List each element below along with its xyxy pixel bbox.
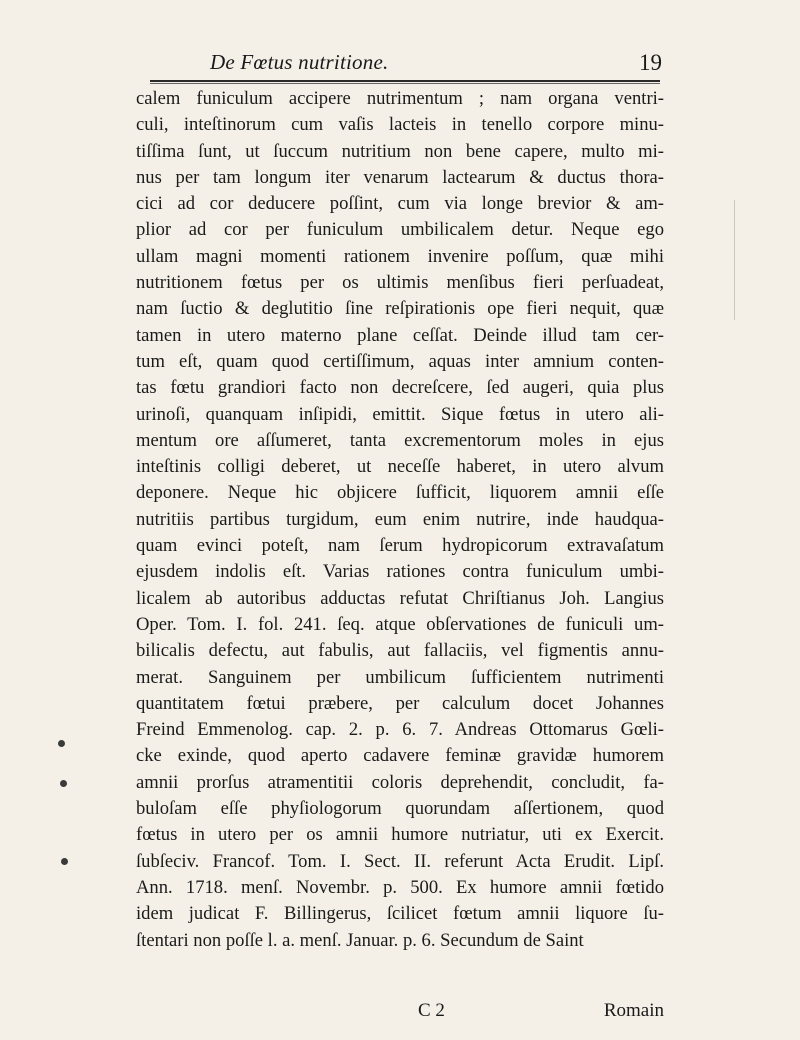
page-footer xyxy=(136,1000,664,1030)
header-rule xyxy=(150,80,660,84)
ink-spot xyxy=(60,780,67,787)
text-line: ſtentari non poſſe l. a. menſ. Januar. p. 6. Secundum de Saint xyxy=(136,929,584,951)
catchword: Romain xyxy=(603,1000,664,1021)
text-line: inteſtinis colligi deberet, ut neceſſe haberet, in utero alvum xyxy=(136,456,664,478)
text-line: ejusdem indolis eſt. Varias rationes contra funiculum umbi- xyxy=(136,561,664,583)
text-line: Freind Emmenolog. cap. 2. p. 6. 7. Andreas Ottomarus Gœli- xyxy=(136,719,664,741)
text-line: licalem ab autoribus adductas refutat Chriſtianus Joh. Langius xyxy=(136,587,664,609)
text-line: tas fœtu grandiori facto non decreſcere, ſed augeri, quia plus xyxy=(136,377,664,399)
text-line: cke exinde, quod aperto cadavere feminæ gravidæ humorem xyxy=(136,745,664,767)
text-line: tamen in utero materno plane ceſſat. Deinde illud tam cer- xyxy=(136,324,664,346)
text-line: tum eſt, quam quod certiſſimum, aquas inter amnium conten- xyxy=(136,350,664,372)
text-line: bilicalis defectu, aut fabulis, aut fallaciis, vel figmentis annu- xyxy=(136,640,664,662)
text-line: quantitatem fœtui præbere, per calculum docet Johannes xyxy=(136,692,664,714)
text-line: deponere. Neque hic objicere ſufficit, liquorem amnii eſſe xyxy=(136,482,664,504)
text-line: buloſam eſſe phyſiologorum quorundam aſſertionem, quod xyxy=(136,798,664,820)
text-line: amnii prorſus atramentitii coloris deprehendit, concludit, fa- xyxy=(136,771,664,793)
text-line: mentum ore aſſumeret, tanta excrementorum moles in ejus xyxy=(136,429,664,451)
text-line: Oper. Tom. I. fol. 241. ſeq. atque obſervationes de funiculi um- xyxy=(136,613,664,635)
signature-mark: C 2 xyxy=(418,1000,445,1021)
body-text xyxy=(136,86,664,954)
text-line: fœtus in utero per os amnii humore nutriatur, uti ex Exercit. xyxy=(136,824,664,846)
page-fold-shadow xyxy=(734,200,735,320)
text-line: ullam magni momenti rationem invenire poſſum, quæ mihi xyxy=(136,245,664,267)
text-line: idem judicat F. Billingerus, ſcilicet fœtum amnii liquore ſu- xyxy=(136,903,664,925)
text-line: culi, inteſtinorum cum vaſis lacteis in tenello corpore minu- xyxy=(136,114,664,136)
text-line: quam evinci poteſt, nam ſerum hydropicorum extravaſatum xyxy=(136,535,664,557)
text-line: plior ad cor per funiculum umbilicalem detur. Neque ego xyxy=(136,219,664,241)
text-line: tiſſima ſunt, ut ſuccum nutritium non bene capere, multo mi- xyxy=(136,140,664,162)
ink-spot xyxy=(61,858,68,865)
text-line: nam ſuctio & deglutitio ſine reſpirationis ope fieri nequit, quæ xyxy=(136,298,664,320)
text-line: ſubſeciv. Francof. Tom. I. Sect. II. referunt Acta Erudit. Lipſ. xyxy=(136,850,664,872)
text-line: nutritiis partibus turgidum, eum enim nutrire, inde haudqua- xyxy=(136,508,664,530)
text-line: merat. Sanguinem per umbilicum ſufficientem nutrimenti xyxy=(136,666,664,688)
text-line: urinoſi, quanquam inſipidi, emittit. Sique fœtus in utero ali- xyxy=(136,403,664,425)
text-line: nus per tam longum iter venarum lactearum & ductus thora- xyxy=(136,166,664,188)
text-line: cici ad cor deducere poſſint, cum via longe brevior & am- xyxy=(136,193,664,215)
page-number: 19 xyxy=(639,50,662,75)
text-line: calem funiculum accipere nutrimentum ; nam organa ventri- xyxy=(136,88,664,109)
text-line: Ann. 1718. menſ. Novembr. p. 500. Ex humore amnii fœtido xyxy=(136,876,664,898)
ink-spot xyxy=(58,740,65,747)
running-title: De Fœtus nutritione. xyxy=(210,50,389,74)
text-line: nutritionem fœtus per os ultimis menſibus fieri perſuadeat, xyxy=(136,272,664,294)
